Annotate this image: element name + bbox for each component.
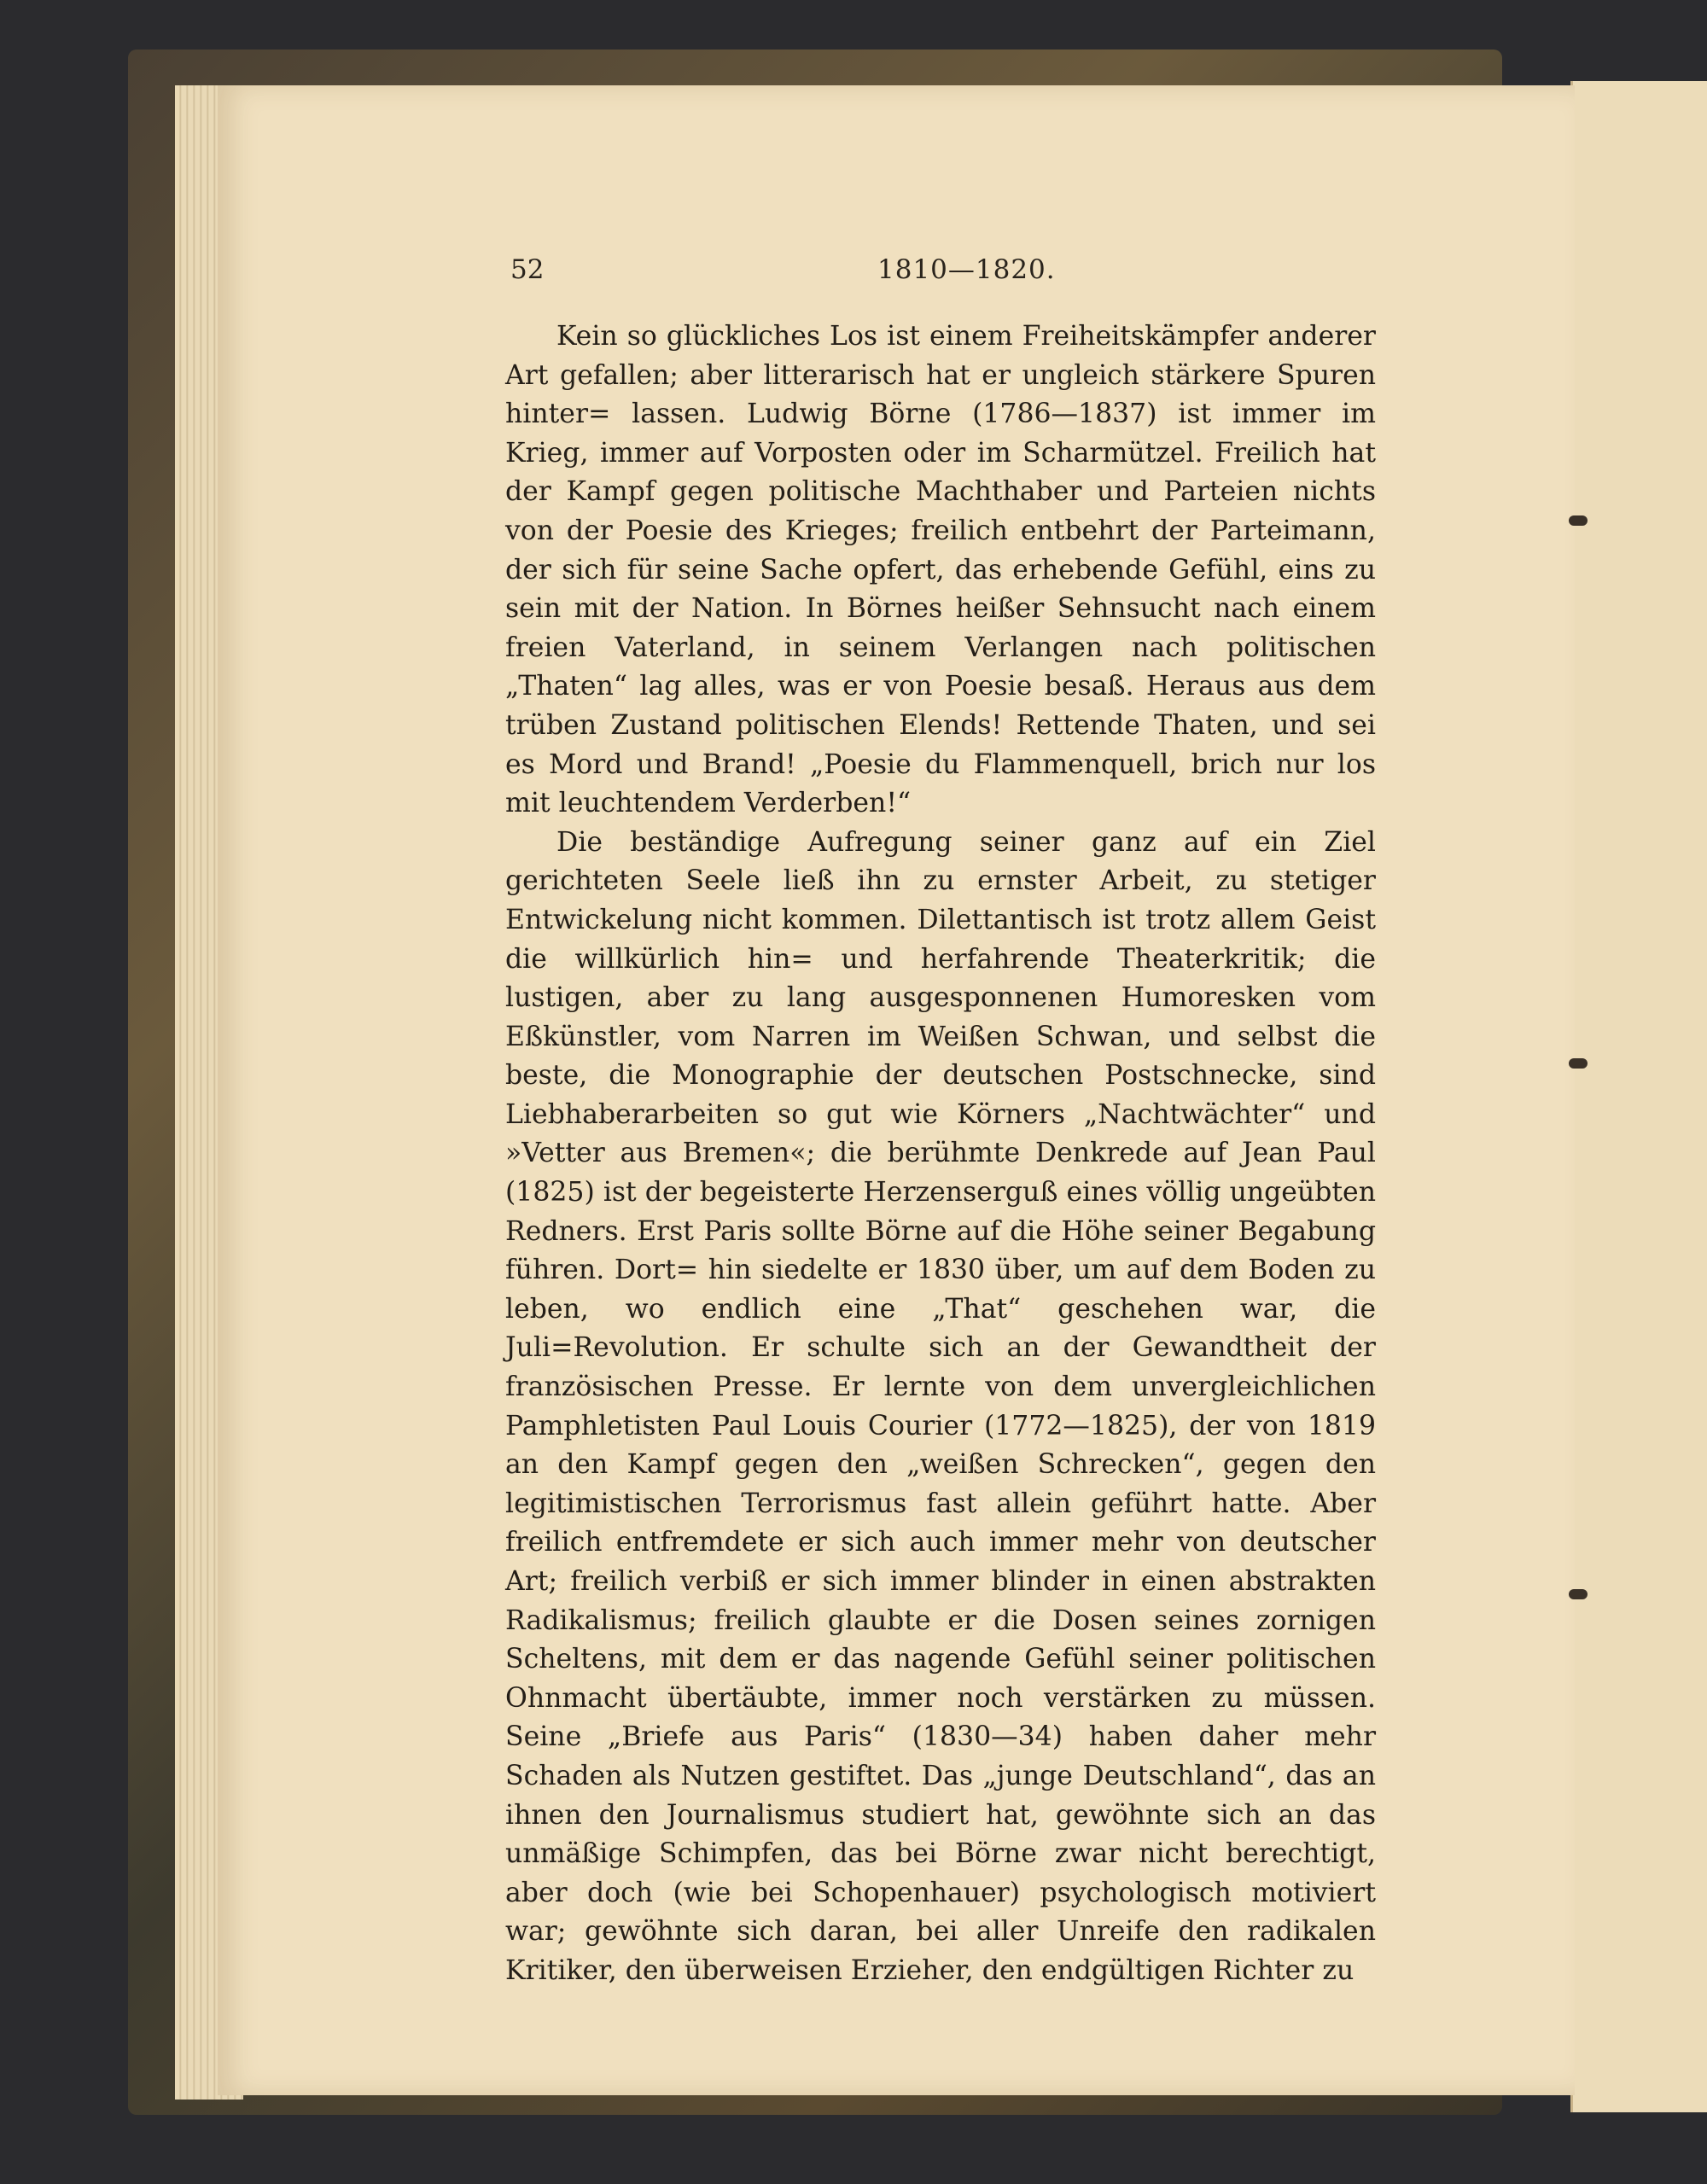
facing-page-edge [1570,81,1707,2112]
binding-mark [1569,1058,1588,1069]
binding-mark [1569,1589,1588,1599]
body-text [505,317,1376,1991]
paragraph: Die beständige Aufregung seiner ganz auf ein Ziel gerichteten Seele ließ ihn zu ernster Arbeit, zu stetiger Entwickelung nicht kommen. Dilettantisch ist trotz allem Geist die willkürlich hin= und herfahrende Theaterkritik; die lustigen, aber zu lang ausgesponnenen Humoresken vom Eßkünstler, vom Narren im Weißen Schwan, und selbst die beste, die Monographie der deutschen Postschnecke, sind Liebhaberarbeiten so gut wie Körners „Nachtwächter“ und »Vetter aus Bremen«; die berühmte Denkrede auf Jean Paul (1825) ist der begeisterte Herzenserguß eines völlig ungeübten Redners. Erst Paris sollte Börne auf die Höhe seiner Begabung führen. Dort= hin siedelte er 1830 über, um auf dem Boden zu leben, wo endlich eine „That“ geschehen war, die Juli=Revolution. Er schulte sich an der Gewandtheit der französischen Presse. Er lernte von dem unvergleichlichen Pamphletisten Paul Louis Courier (1772—1825), der von 1819 an den Kampf gegen den „weißen Schrecken“, gegen den legitimistischen Terrorismus fast allein geführt hatte. Aber freilich entfremdete er sich auch immer mehr von deutscher Art; freilich verbiß er sich immer blinder in einen abstrakten Radikalismus; freilich glaubte er die Dosen seines zornigen Scheltens, mit dem er das nagende Gefühl seiner politischen Ohnmacht übertäubte, immer noch verstärken zu müssen. Seine „Briefe aus Paris“ (1830—34) haben daher mehr Schaden als Nutzen gestiftet. Das „junge Deutschland“, das an ihnen den Journalismus studiert hat, gewöhnte sich an das unmäßige Schimpfen, das bei Börne zwar nicht berechtigt, aber doch (wie bei Schopenhauer) psychologisch motiviert war; gewöhnte sich daran, bei aller Unreife den radikalen Kritiker, den überweisen Erzieher, den endgültigen Richter zu [505,826,1376,1986]
page-number: 52 [510,254,545,285]
running-head: 1810—1820. [877,254,1056,285]
binding-mark [1569,515,1588,526]
paragraph: Kein so glückliches Los ist einem Freiheitskämpfer anderer Art gefallen; aber litterarisch hat er ungleich stärkere Spuren hinter= lassen. Ludwig Börne (1786—1837) ist immer im Krieg, immer auf Vorposten oder im Scharmützel. Freilich hat der Kampf gegen politische Machthaber und Parteien nichts von der Poesie des Krieges; freilich entbehrt der Parteimann, der sich für seine Sache opfert, das erhebende Gefühl, eins zu sein mit der Nation. In Börnes heißer Sehnsucht nach einem freien Vaterland, in seinem Verlangen nach politischen „Thaten“ lag alles, was er von Poesie besaß. Heraus aus dem trüben Zustand politischen Elends! Rettende Thaten, und sei es Mord und Brand! „Poesie du Flammenquell, brich nur los mit leuchtendem Verderben!“ [505,321,1376,819]
page-header [510,254,1381,297]
